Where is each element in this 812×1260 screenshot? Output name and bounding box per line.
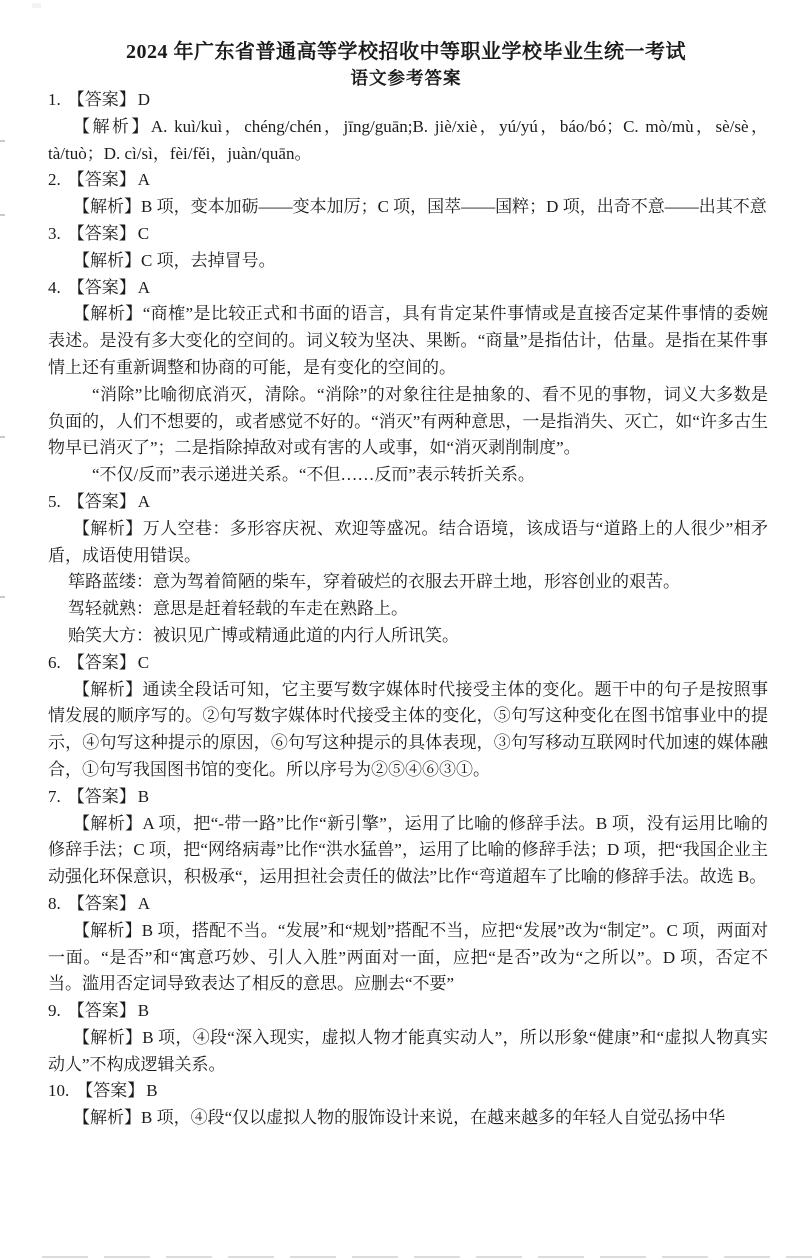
analysis-paragraph: 【解析】A. kuì/kuì，chéng/chén，jīng/guān;B. jiè/xiè，yú/yú，báo/bó；C. mò/mù，sè/sè，tà/tuò；D. cì/sì，fèi/fěi，juàn/quān。: [48, 116, 768, 163]
item-number: 7.: [48, 786, 61, 806]
answer-value: D: [137, 90, 151, 109]
answer-label: 【答案】: [67, 786, 136, 806]
answer-item: [48, 489, 768, 650]
answer-line: [48, 489, 768, 516]
answer-value: A: [137, 170, 151, 190]
answer-value: A: [137, 491, 151, 511]
answer-item: [48, 275, 768, 489]
answer-label: 【答案】: [67, 652, 136, 672]
item-number: 10.: [48, 1081, 70, 1101]
item-paragraphs: [48, 114, 768, 168]
item-paragraphs: [48, 194, 768, 221]
item-paragraphs: [48, 918, 768, 998]
item-number: 8.: [48, 893, 61, 913]
analysis-paragraph: 【解析】“商榷”是比较正式和书面的语言，具有肯定某件事情或是直接否定某件事情的委婉表述。是没有多大变化的空间的。词义较为坚决、果断。“商量”是指估计，估量。是指在某件事情上还有重新调整和协商的可能，是有变化的空间的。: [48, 304, 768, 377]
analysis-paragraph: 【解析】C 项，去掉冒号。: [73, 250, 276, 270]
answer-item: [48, 87, 768, 167]
answer-line: [48, 784, 768, 811]
answer-value: B: [146, 1081, 158, 1101]
answer-value: B: [137, 786, 150, 806]
answer-label: 【答案】: [67, 491, 136, 511]
answer-item: [48, 998, 768, 1078]
answer-value: B: [137, 1001, 150, 1021]
idiom-paragraph: 驾轻就熟：意思是赶着轻载的车走在熟路上。: [68, 599, 408, 619]
answer-label: 【答案】: [67, 893, 136, 913]
item-number: 2.: [48, 170, 61, 190]
answer-label: 【答案】: [76, 1081, 145, 1101]
analysis-paragraph: 【解析】B 项，④段“仅以虚拟人物的服饰设计来说，在越来越多的年轻人自觉弘扬中华: [73, 1108, 726, 1128]
answer-label: 【答案】: [67, 277, 136, 297]
scan-artifact-spot: [32, 3, 41, 8]
scan-artifact-tick: [0, 214, 5, 216]
answer-line: [48, 650, 768, 677]
item-number: 5.: [48, 491, 61, 511]
analysis-paragraph: 【解析】B 项，搭配不当。“发展”和“规划”搭配不当，应把“发展”改为“制定”。C 项，两面对一面。“是否”和“寓意巧妙、引人入胜”两面对一面，应把“是否”改为“之所以”。D 项，否定不当。滥用否定词导致表达了相反的意思。应删去“不要”: [48, 920, 768, 994]
answer-line: [48, 275, 768, 302]
page-title: 2024 年广东省普通高等学校招收中等职业学校毕业生统一考试: [126, 41, 686, 63]
answer-value: A: [137, 893, 151, 913]
answer-line: [48, 87, 768, 114]
answer-item: [48, 1078, 768, 1132]
answer-item: [48, 650, 768, 784]
item-paragraphs: [48, 811, 768, 891]
scan-artifact-tick: [0, 436, 5, 438]
answer-item: [48, 891, 768, 998]
item-number: 4.: [48, 277, 61, 297]
idiom-paragraph: 筚路蓝缕：意为驾着简陋的柴车，穿着破烂的衣服去开辟土地，形容创业的艰苦。: [68, 572, 680, 592]
answer-item: [48, 167, 768, 221]
scan-artifact-tick: [0, 140, 5, 142]
answer-value: C: [137, 652, 150, 672]
answer-line: [48, 998, 768, 1025]
answer-item: [48, 221, 768, 275]
item-number: 9.: [48, 1001, 61, 1021]
scan-artifact-tick: [0, 596, 5, 598]
answer-item: [48, 784, 768, 891]
answer-label: 【答案】: [67, 170, 136, 190]
answer-value: A: [137, 277, 151, 297]
item-paragraphs: [48, 677, 768, 784]
page-bottom-edge: [42, 1256, 812, 1258]
analysis-paragraph: 【解析】万人空巷：多形容庆祝、欢迎等盛况。结合语境，该成语与“道路上的人很少”相矛盾，成语使用错误。: [48, 518, 768, 565]
analysis-paragraph: 【解析】B 项，变本加砺——变本加厉；C 项，国萃——国粹；D 项，出奇不意——出其不意: [73, 197, 767, 217]
answer-line: [48, 1078, 768, 1105]
item-paragraphs: [48, 1025, 768, 1079]
sub-paragraph: “消除”比喻彻底消灭，清除。“消除”的对象往往是抽象的、看不见的事物，词义大多数是负面的，人们不想要的，或者感觉不好的。“消灭”有两种意思，一是指消失、灭亡，如“许多古生物早已消灭了”；二是指除掉敌对或有害的人或事，如“消灭剥削制度”。: [48, 384, 768, 458]
analysis-paragraph: 【解析】A 项，把“-带一路”比作“新引擎”，运用了比喻的修辞手法。B 项，没有运用比喻的修辞手法；C 项，把“网络病毒”比作“洪水猛兽”，运用了比喻的修辞手法；D 项，把“我国企业主动强化环保意识，积极承“，运用担社会责任的做法”比作“弯道超车了比喻的修辞手法。故选 B。: [48, 813, 768, 887]
item-paragraphs: [48, 1105, 768, 1132]
answer-label: 【答案】: [67, 90, 136, 109]
item-number: 1.: [48, 90, 61, 109]
idiom-paragraph: 贻笑大方：被识见广博或精通此道的内行人所讯笑。: [68, 625, 459, 645]
answer-list: [0, 87, 812, 1132]
item-paragraphs: [48, 248, 768, 275]
page-subtitle: 语文参考答案: [350, 68, 462, 88]
item-paragraphs: [48, 301, 768, 489]
analysis-paragraph: 【解析】B 项，④段“深入现实，虚拟人物才能真实动人”，所以形象“健康”和“虚拟人物真实动人”不构成逻辑关系。: [48, 1027, 768, 1074]
analysis-paragraph: 【解析】通读全段话可知，它主要写数字媒体时代接受主体的变化。题干中的句子是按照事情发展的顺序写的。②句写数字媒体时代接受主体的变化，⑤句写这种变化在图书馆事业中的提示，④句写这种提示的原因，⑥句写这种提示的具体表现，③句写移动互联网时代加速的媒体融合，①句写我国图书馆的变化。所以序号为②⑤④⑥③①。: [48, 679, 768, 779]
answer-value: C: [137, 223, 150, 243]
answer-line: [48, 891, 768, 918]
item-number: 3.: [48, 223, 61, 243]
answer-line: [48, 221, 768, 248]
answer-label: 【答案】: [67, 223, 136, 243]
answer-label: 【答案】: [67, 1001, 136, 1021]
item-number: 6.: [48, 652, 61, 672]
item-paragraphs: [48, 516, 768, 650]
answer-line: [48, 167, 768, 194]
sub-paragraph: “不仅/反而”表示递进关系。“不但……反而”表示转折关系。: [92, 465, 535, 485]
